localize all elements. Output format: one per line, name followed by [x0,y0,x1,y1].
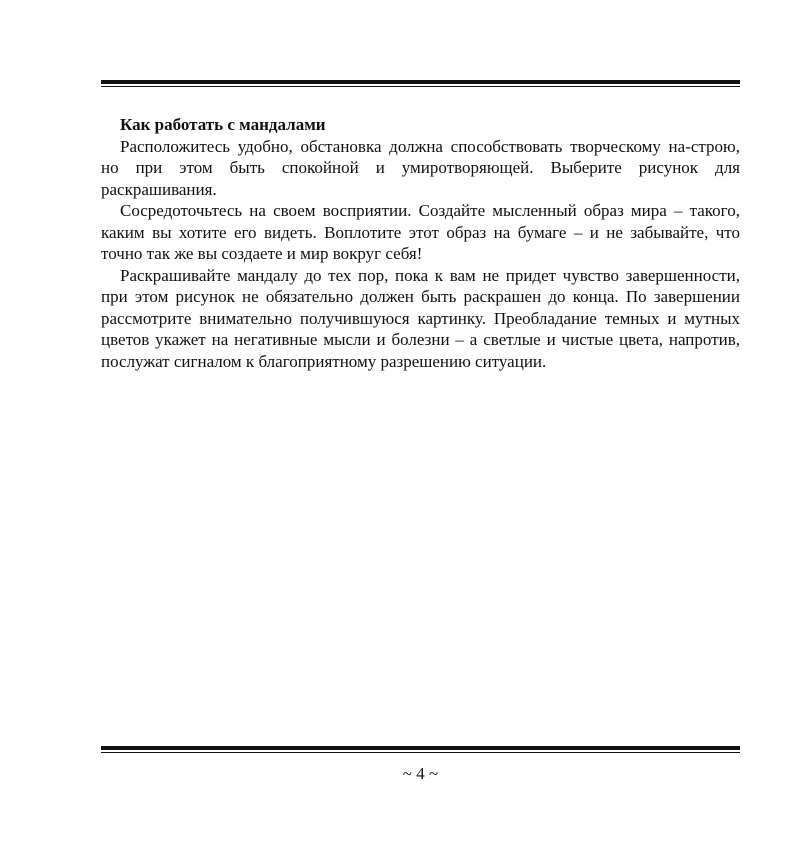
section-heading: Как работать с мандалами [120,115,326,134]
paragraph-1: Расположитесь удобно, обстановка должна способствовать творческому на-строю, но при этом быть спокойной и умиротворяющей. Выберите рисунок для раскрашивания. [101,136,740,199]
page-content [101,114,740,372]
paragraph-3: Раскрашивайте мандалу до тех пор, пока к вам не придет чувство завершенности, при этом рисунок не обязательно должен быть раскрашен до конца. По завершении рассмотрите внимательно получившуюся картинку. Преобладание темных и мутных цветов укажет на негативные мысли и болезни – а светлые и чистые цвета, напротив, послужат сигналом к благоприятному разрешению ситуации. [101,265,740,371]
page-number: ~ 4 ~ [402,764,439,783]
paragraph-2: Сосредоточьтесь на своем восприятии. Создайте мысленный образ мира – такого, каким вы хотите его видеть. Воплотите этот образ на бумаге – и не забывайте, что точно так же вы создаете и мир вокруг себя! [101,201,740,263]
top-divider [101,80,740,87]
bottom-divider [101,746,740,753]
